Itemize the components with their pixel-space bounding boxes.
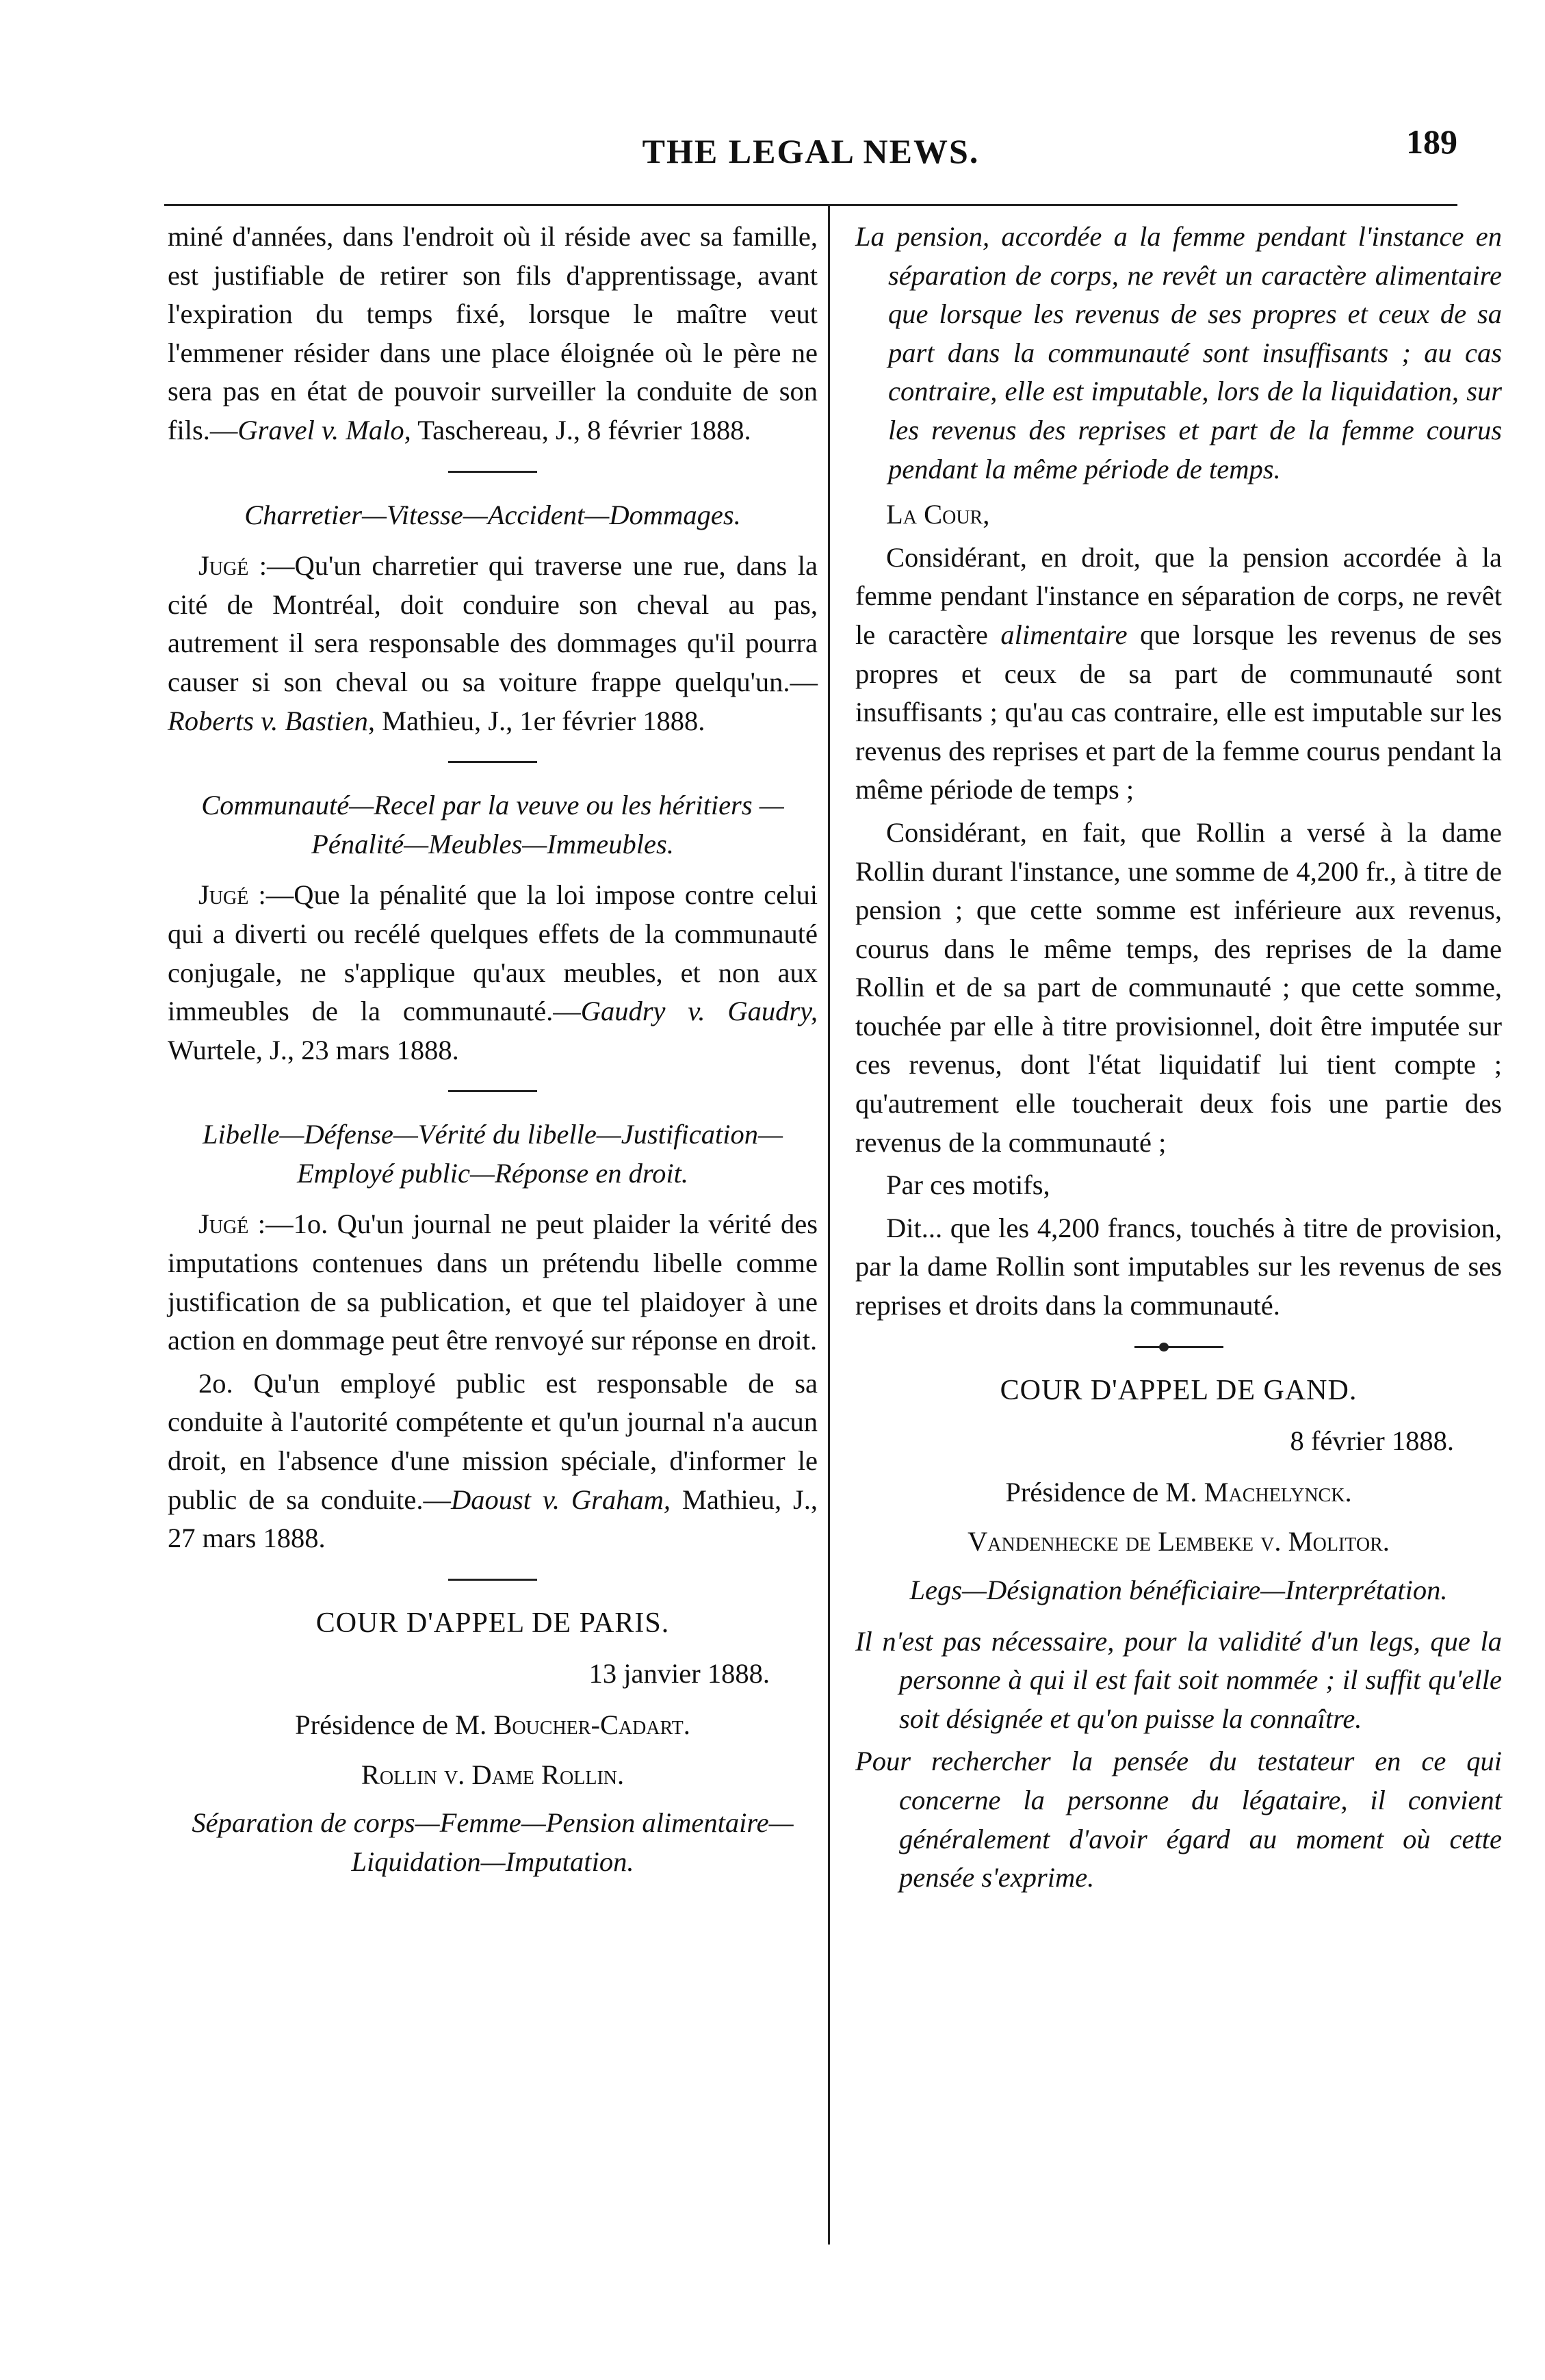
parties: Rollin v. Dame Rollin. xyxy=(361,1759,625,1790)
court-title: COUR D'APPEL DE GAND. xyxy=(1000,1374,1358,1406)
text: Présidence de M. xyxy=(1005,1476,1204,1508)
paragraph: Par ces motifs, xyxy=(886,1169,1050,1201)
section-separator xyxy=(448,1579,537,1581)
paragraph xyxy=(168,1364,818,1558)
section-separator xyxy=(448,761,537,763)
text: que lorsque les revenus de ses propres et ceux de sa part de communauté sont insuffisants ; qu'au cas contraire, elle est imputable sur les revenus des reprises et part de la femme courus pendant la même période de temps ; xyxy=(855,619,1502,805)
case-heading: Charretier—Vitesse—Accident—Dommages. xyxy=(244,499,741,530)
juge-label: Jugé xyxy=(198,1208,249,1240)
italic-word: alimentaire xyxy=(1000,619,1128,650)
la-cour: La Cour, xyxy=(886,499,990,530)
section-separator xyxy=(1134,1346,1223,1348)
text: Considérant, en droit, que la pension accordée à la femme pendant l'instance en séparation de corps, ne revêt le caractère xyxy=(855,541,1502,650)
syllabus-rule: Pour rechercher la pensée du testateur en ce qui concerne la personne du légataire, il convient généralement d'avoir égard au moment où cette pensée s'exprime. xyxy=(855,1746,1502,1893)
text: :—1o. Qu'un journal ne peut plaider la vérité des imputations contenues dans un prétendu libelle comme justification de sa publication, et que tel plaidoyer à une action en dommage peut être renvoyé sur réponse en droit. xyxy=(168,1208,818,1356)
case-name: Daoust v. Graham, xyxy=(451,1484,671,1515)
case-heading: Libelle—Défense—Vérité du libelle—Justification—Employé public—Réponse en droit. xyxy=(202,1119,783,1189)
text: Wurtele, J., 23 mars 1888. xyxy=(168,1034,459,1065)
case-name: Gravel v. Malo, xyxy=(237,414,411,445)
court-title: COUR D'APPEL DE PARIS. xyxy=(315,1607,670,1639)
syllabus-body: La pension, accordée a la femme pendant l'instance en séparation de corps, ne revêt un caractère alimentaire que lorsque les revenus de ses propres et ceux de sa part dans la communauté sont insuffisants ; au cas contraire, elle est imputable, lors de la liquidation, sur les revenus des reprises et part de la femme courus pendant la même période de temps. xyxy=(855,221,1502,484)
paragraph: Considérant, en fait, que Rollin a versé à la dame Rollin durant l'instance, une somme de 4,200 fr., à titre de pension ; que cette somme est inférieure aux revenus, courus dans le même temps, des reprises de la dame Rollin et de sa part de communauté ; que cette somme, touchée par elle à titre provisionnel, doit être imputée sur ces revenus, dont l'état liquidatif lui tient compte ; qu'autrement elle toucherait deux fois une partie des revenus de la communauté ; xyxy=(855,816,1502,1158)
section-separator xyxy=(448,1090,537,1092)
paragraph xyxy=(168,218,818,450)
text: miné d'années, dans l'endroit où il réside avec sa famille, est justifiable de retirer son fils d'apprentissage, avant l'expiration du temps fixé, lorsque le maître veut l'emmener résider dans une place éloignée où le père ne sera pas en état de pouvoir surveiller la conduite de son fils.— xyxy=(168,221,818,445)
left-column xyxy=(168,218,818,1893)
syllabus-heading: Séparation de corps—Femme—Pension alimentaire—Liquidation—Imputation. xyxy=(192,1807,794,1877)
text: Mathieu, J., 27 mars 1888. xyxy=(168,1484,818,1554)
case-name: Roberts v. Bastien, xyxy=(168,705,375,736)
header-rule xyxy=(164,204,1457,206)
paragraph: Dit... que les 4,200 francs, touchés à titre de provision, par la dame Rollin sont imputables sur les revenus de ses reprises et droits dans la communauté. xyxy=(855,1212,1502,1321)
syllabus-rule: Il n'est pas nécessaire, pour la validité d'un legs, que la personne à qui il est fait soit nommée ; il suffit qu'elle soit désignée et qu'on puisse la connaître. xyxy=(855,1625,1502,1734)
paragraph xyxy=(168,547,818,740)
decision-date: 8 février 1888. xyxy=(1290,1425,1454,1457)
text: Mathieu, J., 1er février 1888. xyxy=(374,705,705,736)
text: :—Qu'un charretier qui traverse une rue, dans la cité de Montréal, doit conduire son cheval au pas, autrement il sera responsable des dommages qu'il pourra causer si son cheval ou sa voiture frappe quelqu'un.— xyxy=(168,550,818,697)
journal-title: THE LEGAL NEWS. xyxy=(642,132,980,170)
parties: Vandenhecke de Lembeke v. Molitor. xyxy=(968,1526,1390,1557)
juge-label: Jugé xyxy=(198,550,249,582)
text: Présidence de M. xyxy=(295,1709,494,1740)
column-divider xyxy=(828,205,830,2245)
paragraph xyxy=(855,539,1502,810)
text: :—Que la pénalité que la loi impose contre celui qui a diverti ou recélé quelques effets de la communauté conjugale, ne s'applique qu'aux meubles, et non aux immeubles de la communauté.— xyxy=(168,879,818,1027)
judge-name: Boucher-Cadart. xyxy=(493,1709,690,1740)
decision-date: 13 janvier 1888. xyxy=(588,1658,770,1690)
right-column xyxy=(855,218,1502,1902)
running-header xyxy=(164,122,1457,177)
presidency xyxy=(168,1706,818,1745)
paragraph xyxy=(168,1205,818,1360)
page-number: 189 xyxy=(1406,122,1457,161)
juge-label: Jugé xyxy=(198,879,249,911)
presidency xyxy=(855,1473,1502,1512)
syllabus-heading: Legs—Désignation bénéficiaire—Interprétation. xyxy=(909,1575,1448,1605)
case-name: Gaudry v. Gaudry, xyxy=(580,996,818,1027)
text: 2o. Qu'un employé public est responsable de sa conduite à l'autorité compétente et qu'un journal n'a aucun droit, en l'absence d'une mission spéciale, d'informer le public de sa conduite.— xyxy=(168,1367,818,1515)
case-heading: Communauté—Recel par la veuve ou les héritiers —Pénalité—Meubles—Immeubles. xyxy=(201,790,784,859)
text: Taschereau, J., 8 février 1888. xyxy=(411,414,751,445)
judge-name: Machelynck. xyxy=(1204,1476,1352,1508)
paragraph xyxy=(168,876,818,1070)
section-separator xyxy=(448,471,537,473)
